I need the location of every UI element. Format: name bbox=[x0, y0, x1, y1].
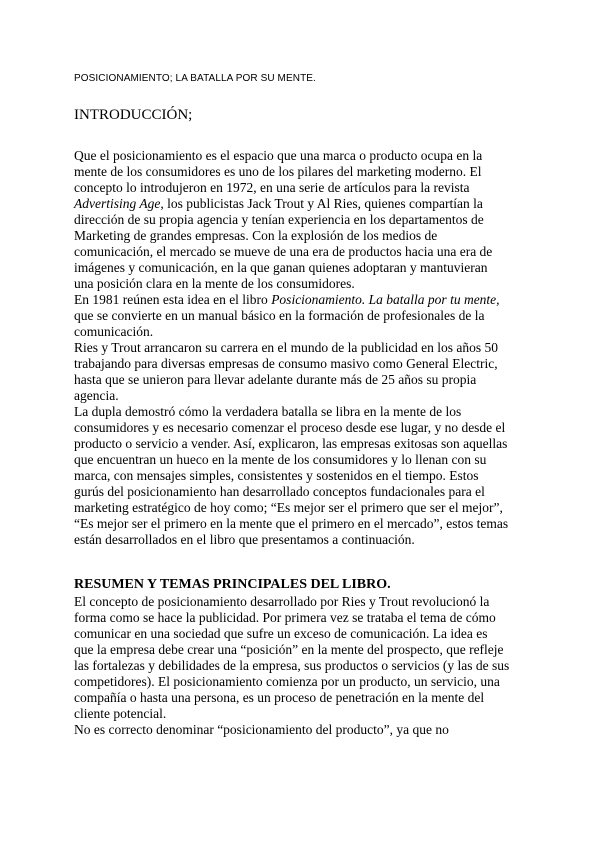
summary-section bbox=[74, 594, 534, 738]
text-fragment: En 1981 reúnen esta idea en el libro bbox=[74, 292, 272, 307]
text-line: cliente potencial. bbox=[74, 706, 167, 721]
text-line: consumidores y es necesario comenzar el proceso desde ese lugar, y no desde el bbox=[74, 420, 506, 435]
intro-paragraph-2 bbox=[74, 292, 534, 340]
text-line: las fortalezas y debilidades de la empresa, sus productos o servicios (y las de sus bbox=[74, 658, 510, 673]
text-line: El concepto de posicionamiento desarrollado por Ries y Trout revolucionó la bbox=[74, 594, 490, 609]
text-line bbox=[74, 292, 534, 308]
text-line: dirección de su propia agencia y tenían experiencia en los departamentos de bbox=[74, 212, 484, 227]
intro-paragraph-1 bbox=[74, 148, 534, 292]
document-header: POSICIONAMIENTO; LA BATALLA POR SU MENTE. bbox=[74, 73, 316, 84]
intro-heading: INTRODUCCIÓN; bbox=[74, 107, 193, 123]
text-line: Que el posicionamiento es el espacio que una marca o producto ocupa en la bbox=[74, 148, 483, 163]
intro-section bbox=[74, 148, 534, 548]
summary-paragraph-1 bbox=[74, 594, 534, 722]
text-line: compañía o hasta una persona, es un proceso de penetración en la mente del bbox=[74, 690, 485, 705]
text-line: comunicación. bbox=[74, 324, 154, 339]
text-line: marketing estratégico de hoy como; “Es mejor ser el primero que ser el mejor”, bbox=[74, 500, 503, 515]
text-line bbox=[74, 196, 534, 212]
text-fragment: , los publicistas Jack Trout y Al Ries, quienes compartían la bbox=[160, 196, 483, 211]
text-line: imágenes y comunicación, en la que ganan quienes adoptaran y mantuvieran bbox=[74, 260, 488, 275]
intro-paragraph-3 bbox=[74, 340, 534, 404]
text-line: No es correcto denominar “posicionamiento del producto”, ya que no bbox=[74, 722, 449, 737]
text-line: concepto lo introdujeron en 1972, en una serie de artículos para la revista bbox=[74, 180, 470, 195]
text-line: Ries y Trout arrancaron su carrera en el mundo de la publicidad en los años 50 bbox=[74, 340, 499, 355]
text-line: que encuentran un hueco en la mente de los consumidores y lo llenan con su bbox=[74, 452, 487, 467]
summary-heading: RESUMEN Y TEMAS PRINCIPALES DEL LIBRO. bbox=[74, 577, 391, 592]
text-line: agencia. bbox=[74, 388, 119, 403]
text-line: gurús del posicionamiento han desarrollado conceptos fundacionales para el bbox=[74, 484, 485, 499]
text-line: producto o servicio a vender. Así, explicaron, las empresas exitosas son aquellas bbox=[74, 436, 508, 451]
text-line: comunicación, el mercado se mueve de una era de productos hacia una era de bbox=[74, 244, 493, 259]
summary-paragraph-2 bbox=[74, 722, 534, 738]
intro-paragraph-4 bbox=[74, 404, 534, 548]
text-line: forma como se hace la publicidad. Por primera vez se trataba el tema de cómo bbox=[74, 610, 496, 625]
text-line: que la empresa debe crear una “posición” en la mente del prospecto, que refleje bbox=[74, 642, 504, 657]
text-line: que se convierte en un manual básico en la formación de profesionales de la bbox=[74, 308, 485, 323]
text-line: comunicar en una sociedad que sufre un exceso de comunicación. La idea es bbox=[74, 626, 488, 641]
text-line: trabajando para diversas empresas de consumo masivo como General Electric, bbox=[74, 356, 498, 371]
book-title: Posicionamiento. La batalla por tu mente, bbox=[271, 292, 500, 307]
text-line: hasta que se unieron para llevar adelante durante más de 25 años su propia bbox=[74, 372, 477, 387]
text-line: están desarrollados en el libro que presentamos a continuación. bbox=[74, 532, 415, 547]
text-line: marca, con mensajes simples, consistentes y sostenidos en el tiempo. Estos bbox=[74, 468, 479, 483]
text-line: Marketing de grandes empresas. Con la explosión de los medios de bbox=[74, 228, 438, 243]
magazine-title: Advertising Age bbox=[74, 196, 161, 211]
text-line: mente de los consumidores es uno de los pilares del marketing moderno. El bbox=[74, 164, 482, 179]
text-line: “Es mejor ser el primero en la mente que el primero en el mercado”, estos temas bbox=[74, 516, 509, 531]
text-line: una posición clara en la mente de los consumidores. bbox=[74, 276, 355, 291]
text-line: competidores). El posicionamiento comienza por un producto, un servicio, una bbox=[74, 674, 500, 689]
text-line: La dupla demostró cómo la verdadera batalla se libra en la mente de los bbox=[74, 404, 462, 419]
